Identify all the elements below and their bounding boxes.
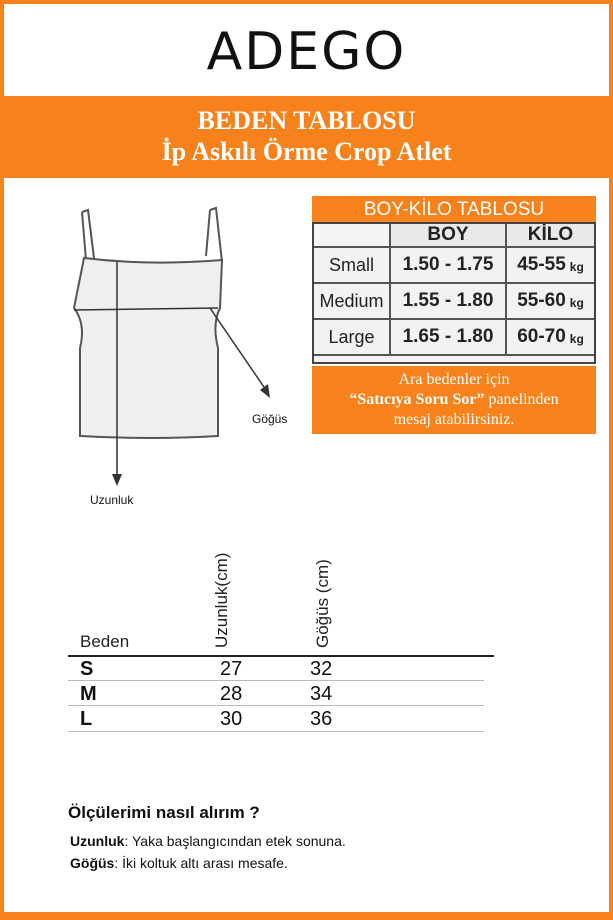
header-chest: Göğüs (cm) [313, 559, 332, 648]
note-bold: “Satıcıya Soru Sor” [349, 391, 485, 408]
chest-def-text: : İki koltuk altı arası mesafe. [114, 855, 288, 871]
header-divider [68, 655, 494, 657]
row-kilo-cell [507, 248, 594, 284]
header-length: Uzunluk(cm) [212, 552, 231, 648]
brand-logo: ADEGO [206, 22, 407, 82]
row-kilo: 45-55 [517, 254, 566, 275]
header-kilo: KİLO [507, 224, 594, 248]
chest-label: Göğüs [252, 412, 288, 426]
row-boy: 1.55 - 1.80 [391, 284, 507, 320]
length-label: Uzunluk [90, 493, 134, 507]
header-boy: BOY [391, 224, 507, 248]
table-row [314, 284, 594, 320]
row-label: Small [314, 248, 391, 284]
chest-value: 34 [310, 683, 333, 705]
row-boy: 1.50 - 1.75 [391, 248, 507, 284]
height-weight-table [312, 196, 596, 439]
row-divider [68, 680, 484, 681]
banner-title: BEDEN TABLOSU [197, 106, 416, 135]
note-line-2-rest: panelinden [484, 391, 559, 408]
table-row [314, 248, 594, 284]
length-def-text: : Yaka başlangıcından etek sonuna. [124, 833, 346, 849]
title-banner [0, 96, 613, 178]
tank-top-diagram [60, 200, 310, 500]
row-kilo-unit: kg [569, 260, 584, 274]
table-header-row [314, 224, 594, 248]
header-size: Beden [80, 632, 130, 651]
row-kilo-unit: kg [569, 296, 584, 310]
chest-value: 36 [310, 708, 333, 730]
size-value: L [80, 708, 93, 730]
header-empty-cell [314, 224, 391, 248]
row-kilo-cell [507, 320, 594, 356]
row-kilo-cell [507, 284, 594, 320]
row-divider [68, 705, 484, 706]
row-kilo: 55-60 [517, 290, 566, 311]
chest-definition [70, 855, 288, 871]
row-kilo-unit: kg [569, 332, 584, 346]
row-boy: 1.65 - 1.80 [391, 320, 507, 356]
height-weight-title: BOY-KİLO TABLOSU [312, 196, 596, 222]
table-row [80, 658, 500, 680]
row-label: Large [314, 320, 391, 356]
chest-term: Göğüs [70, 855, 115, 871]
length-value: 28 [220, 683, 243, 705]
size-value: M [80, 683, 97, 705]
note-line-3: mesaj atabilirsiniz. [393, 411, 515, 428]
length-definition [70, 833, 346, 849]
length-value: 27 [220, 658, 243, 680]
height-weight-grid [312, 222, 596, 364]
row-label: Medium [314, 284, 391, 320]
size-value: S [80, 658, 94, 680]
note-line-2 [312, 390, 596, 410]
chest-value: 32 [310, 658, 333, 680]
table-row [80, 708, 500, 730]
table-row [80, 683, 500, 705]
note-line-1: Ara bedenler için [398, 371, 510, 388]
table-row [314, 320, 594, 356]
in-between-sizes-note [312, 366, 596, 434]
banner-subtitle: İp Askılı Örme Crop Atlet [161, 137, 452, 166]
length-value: 30 [220, 708, 243, 730]
row-divider [68, 731, 484, 732]
howto-title: Ölçülerimi nasıl alırım ? [68, 803, 260, 822]
row-kilo: 60-70 [517, 326, 566, 347]
length-term: Uzunluk [70, 833, 125, 849]
